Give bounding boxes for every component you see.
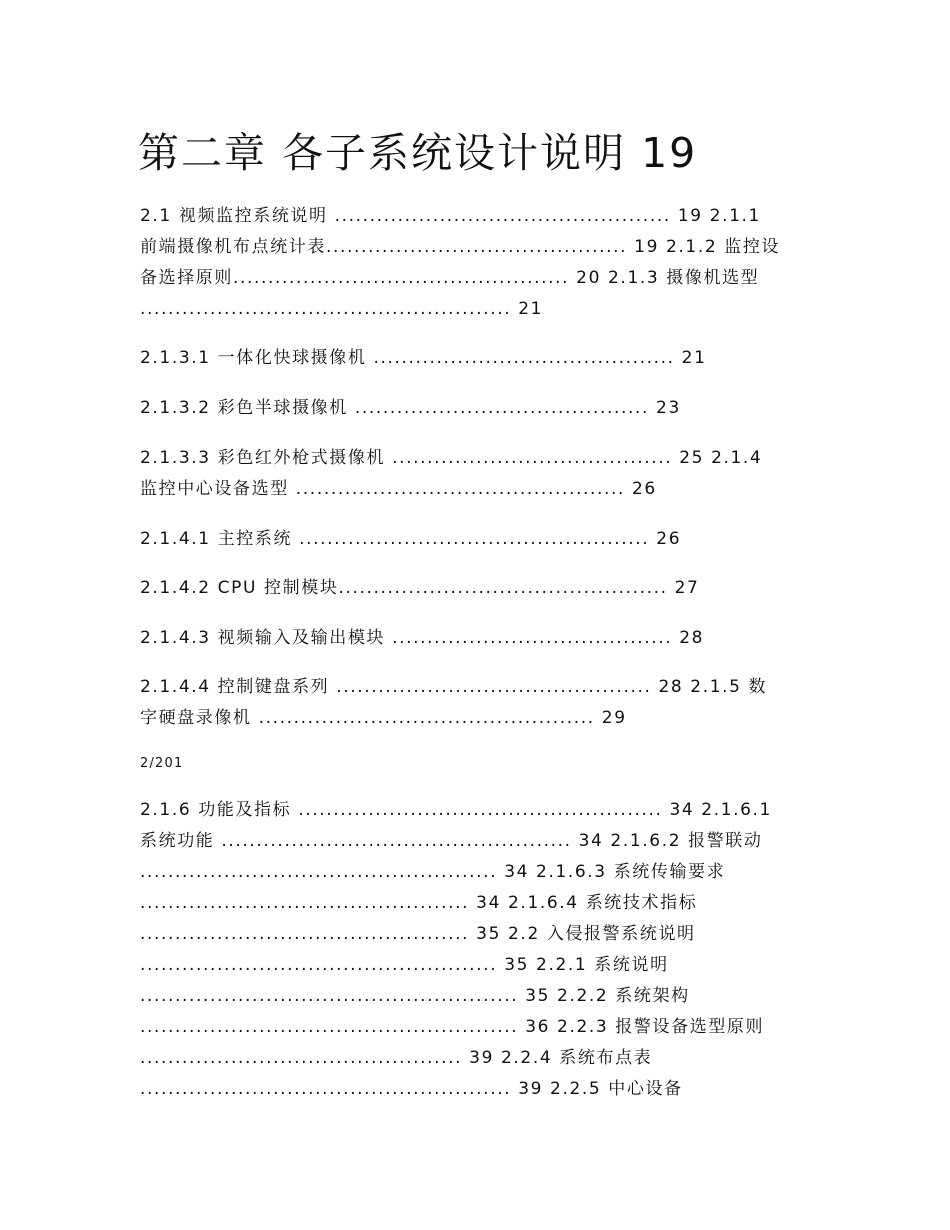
toc-line: .............................................. 39 2.2.4 系统布点表 [140,1048,653,1068]
chapter-heading: 第二章 各子系统设计说明 19 [138,129,698,177]
toc-line: 2.1.6 功能及指标 .................................................... 34 2.1.6.1 [140,800,772,820]
toc-line: 系统功能 .................................................. 34 2.1.6.2 报警联动 [140,831,763,851]
page-number: 2/201 [140,756,184,771]
toc-entry-2-1-4-2 [140,573,699,604]
toc-line: ............................................... 34 2.1.6.4 系统技术指标 [140,893,698,913]
toc-entry-2-1-3-3 [140,443,762,505]
toc-line: 字硬盘录像机 ................................................ 29 [140,708,627,728]
toc-entry-2-1-4-1 [140,524,681,555]
toc-line: ................................................... 34 2.1.6.3 系统传输要求 [140,862,726,882]
toc-line: ............................................... 35 2.2 入侵报警系统说明 [140,924,696,944]
toc-entry-2-1-3-2 [140,393,681,424]
toc-line: 2.1.3.3 彩色红外枪式摄像机 ........................................ 25 2.1.4 [140,448,763,468]
toc-entry-2-1 [140,201,780,325]
toc-line: ..................................................... 39 2.2.5 中心设备 [140,1079,683,1099]
toc-line: ...................................................... 35 2.2.2 系统架构 [140,986,690,1006]
toc-line: 2.1.3.1 一体化快球摄像机 ........................................... 21 [140,348,707,368]
toc-line: 备选择原则................................................ 20 2.1.3 摄像机选型 [140,268,760,288]
toc-line: ..................................................... 21 [140,299,544,319]
toc-line: 2.1.3.2 彩色半球摄像机 .......................................... 23 [140,398,681,418]
toc-line: ................................................... 35 2.2.1 系统说明 [140,955,669,975]
toc-line: 2.1.4.4 控制键盘系列 ............................................. 28 2.1.5 数 [140,677,768,697]
toc-entry-2-1-3-1 [140,343,706,374]
toc-line: 2.1.4.3 视频输入及输出模块 ........................................ 28 [140,628,705,648]
toc-line: 监控中心设备选型 ............................................... 26 [140,479,657,499]
toc-entry-2-1-4-4 [140,672,767,734]
toc-line: 前端摄像机布点统计表........................................... 19 2.1.2 监控设 [140,237,781,257]
toc-line: 2.1.4.2 CPU 控制模块............................................... 27 [140,578,700,598]
toc-line: 2.1 视频监控系统说明 ................................................ 19 2.1.1 [140,206,761,226]
toc-entry-2-1-6 [140,795,772,1105]
toc-line: ...................................................... 36 2.2.3 报警设备选型原则 [140,1017,765,1037]
toc-line: 2.1.4.1 主控系统 .................................................. 26 [140,529,682,549]
toc-entry-2-1-4-3 [140,623,704,654]
